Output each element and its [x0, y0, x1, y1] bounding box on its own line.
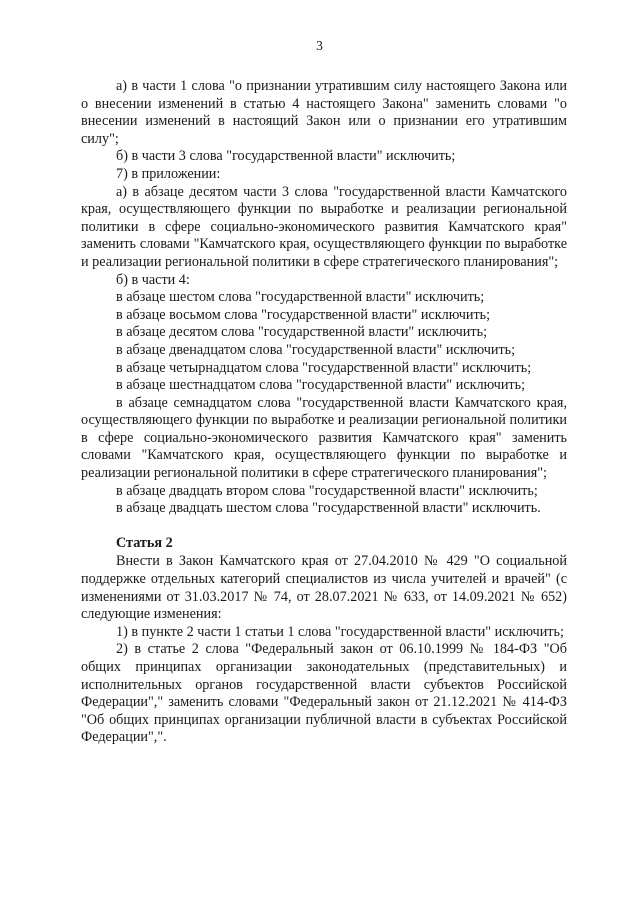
paragraph: в абзаце десятом слова "государственной власти" исключить;	[116, 324, 488, 341]
paragraph: а) в абзаце десятом части 3 слова "государственной власти Камчатского края, осуществляющего функции по выработке и реализации региональной политики в сфере социально-экономического развития Камчатского края" заменить словами "Камчатского края, осуществляющего функции по выработке и реализации региональной политики в сфере стратегического планирования";	[81, 183, 567, 270]
paragraph: в абзаце двадцать втором слова "государственной власти" исключить;	[116, 482, 538, 499]
paragraph: в абзаце двадцать шестом слова "государственной власти" исключить.	[116, 500, 541, 517]
paragraph: а) в части 1 слова "о признании утратившим силу настоящего Закона или о внесении изменений в статью 4 настоящего Закона" заменить словами "о внесении изменений в настоящий Закон или о признании его утратившим силу";	[81, 78, 567, 147]
paragraph: 1) в пункте 2 части 1 статьи 1 слова "государственной власти" исключить;	[116, 623, 564, 640]
page-number: 3	[316, 38, 323, 53]
paragraph: Внести в Закон Камчатского края от 27.04.2010 № 429 "О социальной поддержке отдельных категорий специалистов из числа учителей и врачей" (с изменениями от 31.03.2017 № 74, от 28.07.2021 № 633, от 14.09.2021 № 652) следующие изменения:	[81, 553, 567, 623]
paragraph: в абзаце двенадцатом слова "государственной власти" исключить;	[116, 341, 516, 358]
paragraph: в абзаце восьмом слова "государственной власти" исключить;	[116, 306, 491, 323]
paragraph: 2) в статье 2 слова "Федеральный закон от 06.10.1999 № 184-ФЗ "Об общих принципах организации законодательных (представительных) и исполнительных органов государственной власти субъектов Российской Федерации"," заменить словами "Федеральный закон от 21.12.2021 № 414-ФЗ "Об общих принципах организации публичной власти в субъектах Российской Федерации",".	[81, 641, 567, 746]
document-body	[81, 78, 567, 747]
paragraph: б) в части 4:	[116, 271, 190, 288]
paragraph: 7) в приложении:	[116, 165, 221, 182]
paragraph: в абзаце семнадцатом слова "государственной власти Камчатского края, осуществляющего функции по выработке и реализации региональной политики в сфере социально-экономического развития Камчатского края" заменить словами "Камчатского края, осуществляющего функции по выработке и реализации региональной политики в сфере стратегического планирования";	[81, 394, 567, 482]
paragraph: в абзаце шестнадцатом слова "государственной власти" исключить;	[116, 377, 526, 394]
paragraph: б) в части 3 слова "государственной власти" исключить;	[116, 148, 456, 165]
paragraph: в абзаце четырнадцатом слова "государственной власти" исключить;	[116, 359, 532, 376]
paragraph: в абзаце шестом слова "государственной власти" исключить;	[116, 289, 485, 306]
article-heading: Статья 2	[116, 534, 173, 551]
